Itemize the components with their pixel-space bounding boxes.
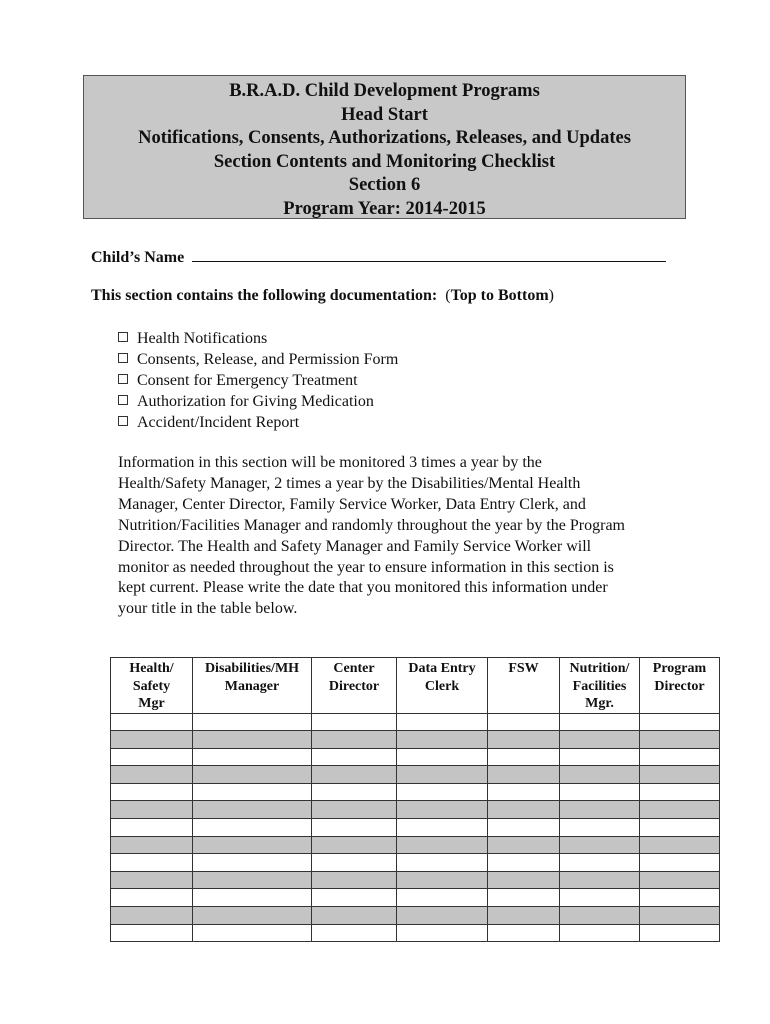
table-cell[interactable] bbox=[193, 924, 312, 942]
child-name-row bbox=[91, 245, 666, 267]
table-cell[interactable] bbox=[560, 907, 640, 925]
intro-text: This section contains the following documentation: bbox=[91, 287, 438, 304]
paragraph-line: Manager, Center Director, Family Service Worker, Data Entry Clerk, and bbox=[118, 495, 586, 513]
checklist-item-label: Consent for Emergency Treatment bbox=[137, 372, 358, 389]
table-cell[interactable] bbox=[560, 801, 640, 819]
table-cell[interactable] bbox=[488, 836, 560, 854]
table-cell[interactable] bbox=[312, 889, 397, 907]
table-cell[interactable] bbox=[488, 907, 560, 925]
table-cell[interactable] bbox=[640, 871, 720, 889]
table-row bbox=[111, 783, 720, 801]
monitoring-paragraph bbox=[118, 453, 688, 620]
table-cell[interactable] bbox=[560, 748, 640, 766]
table-cell[interactable] bbox=[111, 731, 193, 749]
table-cell[interactable] bbox=[111, 924, 193, 942]
table-cell[interactable] bbox=[397, 731, 488, 749]
table-cell[interactable] bbox=[640, 907, 720, 925]
checkbox[interactable] bbox=[118, 416, 128, 426]
table-cell[interactable] bbox=[640, 819, 720, 837]
table-cell[interactable] bbox=[640, 766, 720, 784]
table-cell[interactable] bbox=[312, 871, 397, 889]
table-cell[interactable] bbox=[640, 731, 720, 749]
table-cell[interactable] bbox=[312, 731, 397, 749]
checkbox[interactable] bbox=[118, 395, 128, 405]
child-name-field[interactable] bbox=[192, 245, 666, 262]
header-line-topics: Notifications, Consents, Authorizations, Releases, and Updates bbox=[138, 128, 631, 149]
table-cell[interactable] bbox=[397, 924, 488, 942]
table-row-shaded bbox=[111, 801, 720, 819]
table-cell[interactable] bbox=[560, 766, 640, 784]
table-cell[interactable] bbox=[488, 801, 560, 819]
intro-line bbox=[91, 287, 554, 305]
monitoring-table bbox=[110, 657, 720, 942]
table-cell[interactable] bbox=[560, 731, 640, 749]
table-cell[interactable] bbox=[397, 766, 488, 784]
table-header-row bbox=[111, 658, 720, 714]
checkbox[interactable] bbox=[118, 353, 128, 363]
table-cell[interactable] bbox=[193, 766, 312, 784]
table-cell[interactable] bbox=[397, 819, 488, 837]
paragraph-line: Health/Safety Manager, 2 times a year by the Disabilities/Mental Health bbox=[118, 474, 581, 492]
table-cell[interactable] bbox=[193, 783, 312, 801]
child-name-label: Child’s Name bbox=[91, 249, 185, 266]
table-cell[interactable] bbox=[488, 819, 560, 837]
table-row-shaded bbox=[111, 766, 720, 784]
table-cell[interactable] bbox=[560, 713, 640, 731]
table-row-shaded bbox=[111, 907, 720, 925]
table-row bbox=[111, 819, 720, 837]
table-cell[interactable] bbox=[111, 819, 193, 837]
table-cell[interactable] bbox=[193, 801, 312, 819]
table-cell[interactable] bbox=[397, 854, 488, 872]
header-line-section: Section 6 bbox=[348, 175, 421, 196]
table-cell[interactable] bbox=[312, 766, 397, 784]
table-cell[interactable] bbox=[312, 819, 397, 837]
table-cell[interactable] bbox=[111, 854, 193, 872]
table-cell[interactable] bbox=[488, 766, 560, 784]
table-cell[interactable] bbox=[560, 889, 640, 907]
table-cell[interactable] bbox=[397, 907, 488, 925]
table-row bbox=[111, 924, 720, 942]
table-cell[interactable] bbox=[560, 854, 640, 872]
column-header-health-safety-mgr: Health/ Safety Mgr bbox=[111, 658, 193, 714]
table-cell[interactable] bbox=[312, 748, 397, 766]
checklist-item-label: Accident/Incident Report bbox=[137, 414, 300, 431]
table-cell[interactable] bbox=[111, 836, 193, 854]
table-cell[interactable] bbox=[488, 783, 560, 801]
table-cell[interactable] bbox=[193, 836, 312, 854]
table-cell[interactable] bbox=[312, 713, 397, 731]
paragraph-line: monitor as needed throughout the year to ensure information in this section is bbox=[118, 558, 614, 576]
table-cell[interactable] bbox=[193, 907, 312, 925]
table-cell[interactable] bbox=[397, 871, 488, 889]
table-cell[interactable] bbox=[312, 924, 397, 942]
checkbox[interactable] bbox=[118, 374, 128, 384]
table-cell[interactable] bbox=[193, 854, 312, 872]
checklist-item-label: Authorization for Giving Medication bbox=[137, 393, 374, 410]
table-cell[interactable] bbox=[560, 783, 640, 801]
table-row bbox=[111, 748, 720, 766]
table-cell[interactable] bbox=[193, 748, 312, 766]
table-cell[interactable] bbox=[560, 924, 640, 942]
column-header-fsw: FSW bbox=[488, 658, 560, 714]
checkbox[interactable] bbox=[118, 332, 128, 342]
table-cell[interactable] bbox=[488, 889, 560, 907]
table-cell[interactable] bbox=[560, 819, 640, 837]
table-row bbox=[111, 713, 720, 731]
paragraph-line: your title in the table below. bbox=[118, 600, 298, 618]
table-cell[interactable] bbox=[397, 801, 488, 819]
table-row bbox=[111, 889, 720, 907]
checklist-item-label: Health Notifications bbox=[137, 330, 268, 347]
table-cell[interactable] bbox=[193, 889, 312, 907]
table-cell[interactable] bbox=[397, 748, 488, 766]
table-cell[interactable] bbox=[640, 854, 720, 872]
checklist-item bbox=[118, 349, 398, 370]
table-row-shaded bbox=[111, 871, 720, 889]
table-cell[interactable] bbox=[560, 871, 640, 889]
table-cell[interactable] bbox=[640, 924, 720, 942]
paragraph-line: kept current. Please write the date that you monitored this information under bbox=[118, 579, 608, 597]
table-row-shaded bbox=[111, 731, 720, 749]
table-cell[interactable] bbox=[312, 801, 397, 819]
header-line-program: Head Start bbox=[341, 104, 428, 125]
table-cell[interactable] bbox=[193, 871, 312, 889]
table-cell[interactable] bbox=[488, 731, 560, 749]
table-cell[interactable] bbox=[640, 836, 720, 854]
column-header-disabilities-mh-manager: Disabilities/MH Manager bbox=[193, 658, 312, 714]
table-cell[interactable] bbox=[312, 854, 397, 872]
table-cell[interactable] bbox=[488, 713, 560, 731]
table-cell[interactable] bbox=[640, 748, 720, 766]
table-cell[interactable] bbox=[193, 731, 312, 749]
column-header-nutrition-facilities-mgr: Nutrition/ Facilities Mgr. bbox=[560, 658, 640, 714]
table-cell[interactable] bbox=[560, 836, 640, 854]
table-cell[interactable] bbox=[312, 783, 397, 801]
checklist-item bbox=[118, 328, 398, 349]
table-cell[interactable] bbox=[488, 854, 560, 872]
checklist-item bbox=[118, 412, 398, 433]
table-cell[interactable] bbox=[111, 889, 193, 907]
column-header-center-director: Center Director bbox=[312, 658, 397, 714]
table-cell[interactable] bbox=[488, 924, 560, 942]
checklist-item-label: Consents, Release, and Permission Form bbox=[137, 351, 399, 368]
table-cell[interactable] bbox=[193, 713, 312, 731]
table-cell[interactable] bbox=[312, 907, 397, 925]
table-cell[interactable] bbox=[111, 907, 193, 925]
table-cell[interactable] bbox=[111, 748, 193, 766]
table-cell[interactable] bbox=[397, 783, 488, 801]
header-line-checklist: Section Contents and Monitoring Checklist bbox=[213, 151, 556, 172]
table-cell[interactable] bbox=[111, 766, 193, 784]
column-header-program-director: Program Director bbox=[640, 658, 720, 714]
table-cell[interactable] bbox=[111, 783, 193, 801]
paragraph-line: Nutrition/Facilities Manager and randomly throughout the year by the Program bbox=[118, 516, 625, 534]
table-cell[interactable] bbox=[111, 871, 193, 889]
table-cell[interactable] bbox=[640, 889, 720, 907]
paragraph-line: Director. The Health and Safety Manager and Family Service Worker will bbox=[118, 537, 592, 555]
table-cell[interactable] bbox=[111, 713, 193, 731]
header-box bbox=[83, 75, 686, 219]
checklist-item bbox=[118, 391, 398, 412]
table-row bbox=[111, 854, 720, 872]
checklist-item bbox=[118, 370, 398, 391]
table-cell[interactable] bbox=[397, 836, 488, 854]
paragraph-line: Information in this section will be monitored 3 times a year by the bbox=[118, 454, 542, 471]
header-line-organization: B.R.A.D. Child Development Programs bbox=[229, 81, 540, 101]
table-cell[interactable] bbox=[193, 819, 312, 837]
table-cell[interactable] bbox=[312, 836, 397, 854]
header-line-year: Program Year: 2014-2015 bbox=[283, 198, 486, 219]
document-checklist bbox=[118, 328, 398, 433]
table-cell[interactable] bbox=[488, 748, 560, 766]
table-cell[interactable] bbox=[397, 889, 488, 907]
table-cell[interactable] bbox=[640, 783, 720, 801]
table-cell[interactable] bbox=[488, 871, 560, 889]
table-row-shaded bbox=[111, 836, 720, 854]
table-cell[interactable] bbox=[640, 713, 720, 731]
column-header-data-entry-clerk: Data Entry Clerk bbox=[397, 658, 488, 714]
intro-order: (Top to Bottom) bbox=[445, 287, 554, 304]
table-cell[interactable] bbox=[397, 713, 488, 731]
table-cell[interactable] bbox=[111, 801, 193, 819]
table-cell[interactable] bbox=[640, 801, 720, 819]
